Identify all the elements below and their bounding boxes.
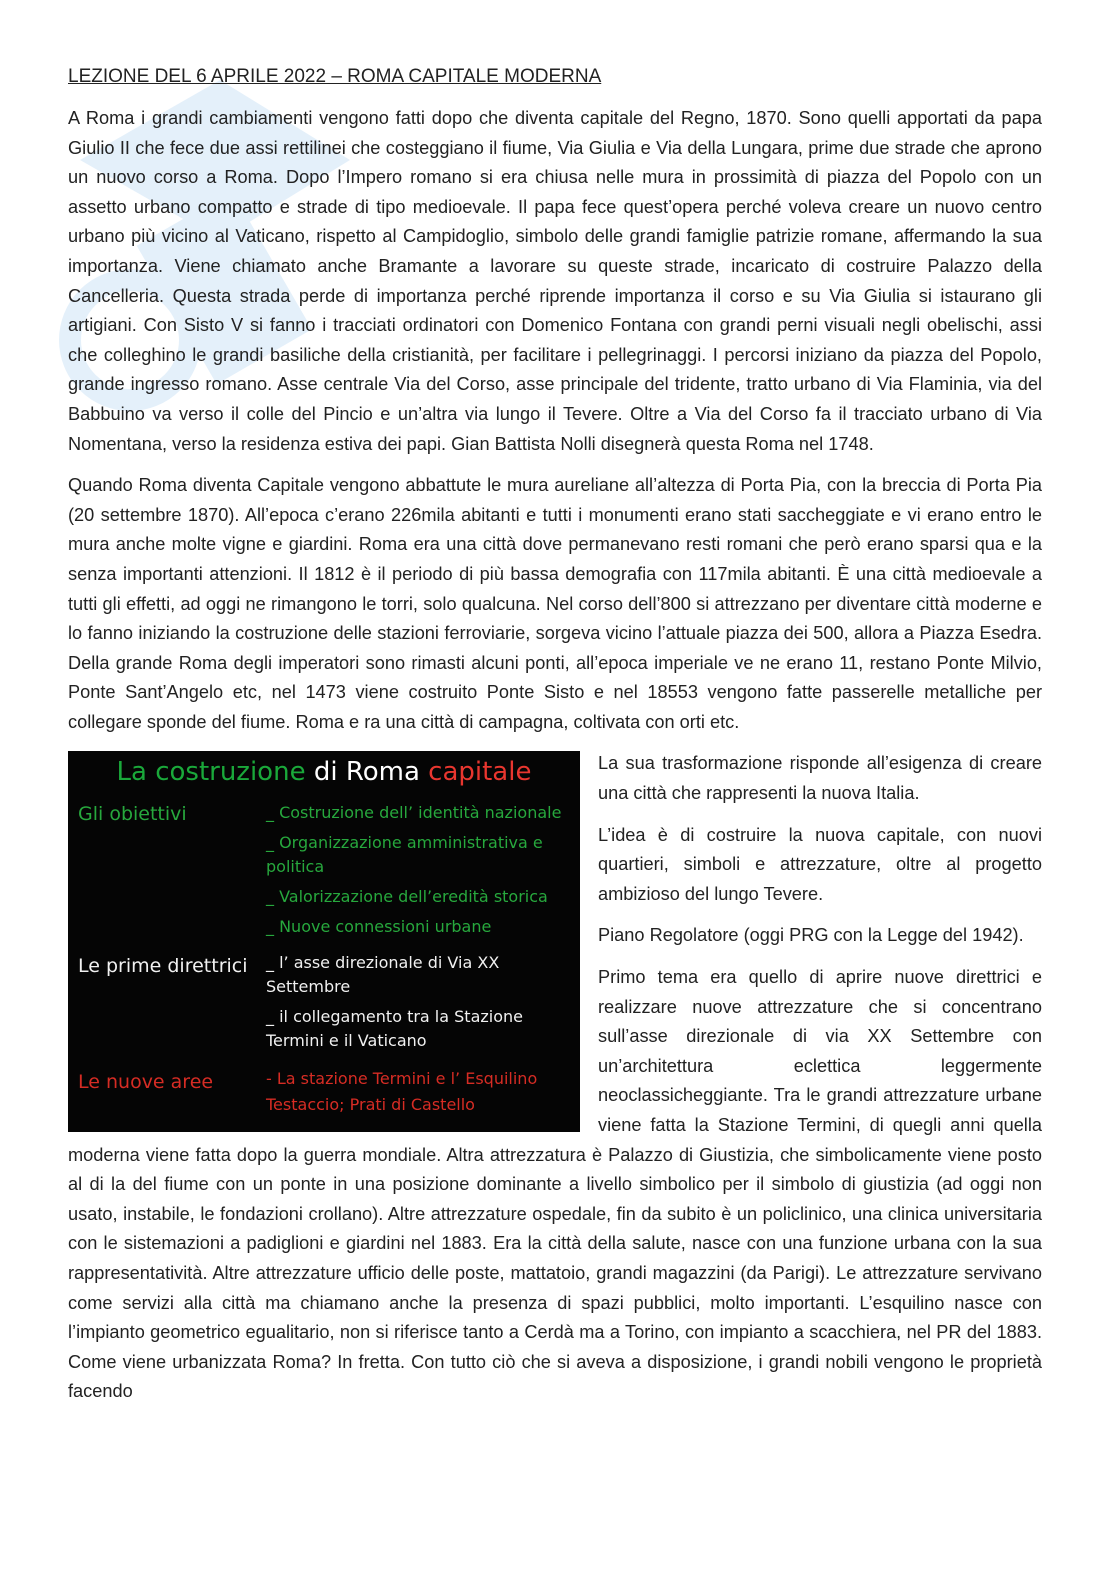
paragraph: Piano Regolatore (oggi PRG con la Legge del 1942).	[598, 925, 1024, 946]
paragraph: Primo tema era quello di aprire nuove direttrici e realizzare nuove attrezzature che si concentrano sull’asse direzionale di via XX Settembre con un’architettura eclettica leggermente neoclassicheggiante. Tra le grandi attrezzature urbane viene fatta la Stazione Termini, di quegli anni quella moderna viene fatta dopo la guerra mondiale. Altra attrezzatura è Palazzo di Giustizia, che simbolicamente viene posto al di la del fiume con un ponte in una posizione dominante a livello simbolico per il simbolo di giustizia (ad oggi non usato, instabile, le fondazioni crollano). Altre attrezzature ospedale, fin da subito è un policlinico, una clinica universitaria con le sistemazioni a padiglioni e giardini nel 1883. Era la città della salute, nasce con una funzione urbana con la sua rappresentatività. Altre attrezzature ufficio delle poste, mattatoio, grandi magazzini (da Parigi). Le attrezzature servivano come servizi alla città ma chiamano anche la presenza di spazi pubblici, molto importanti. L’esquilino nasce con l’impianto geometrico egualitario, non si riferisce tanto a Cerdà ma a Torino, con impianto a scacchiera, nel PR del 1883. Come viene urbanizzata Roma? In fretta. Con tutto ciò che si aveva a disposizione, i grandi nobili vengono le proprietà facendo	[68, 967, 1042, 1402]
slide-label-obiettivi: Gli obiettivi	[78, 803, 187, 826]
slide-label-direttrici: Le prime direttrici	[78, 955, 248, 978]
slide-list-obiettivi	[266, 801, 576, 945]
slide-list-direttrici	[266, 951, 576, 1059]
slide-list-item: - La stazione Termini e l’ Esquilino	[266, 1069, 538, 1089]
slide-title-part: di Roma	[305, 757, 429, 788]
document-page	[68, 66, 1042, 1419]
page-title: LEZIONE DEL 6 APRILE 2022 – ROMA CAPITALE MODERNA	[68, 66, 602, 87]
slide-list-item: _ l’ asse direzionale di Via XX Settembre	[266, 953, 500, 997]
slide-list-item: _ il collegamento tra la Stazione Termini e il Vaticano	[266, 1007, 523, 1051]
slide-list-item: _ Nuove connessioni urbane	[266, 917, 492, 937]
slide-list-item: _ Costruzione dell’ identità nazionale	[266, 803, 562, 823]
slide-image	[68, 751, 580, 1132]
slide-title-part: capitale	[428, 757, 532, 788]
slide-list-item: _ Valorizzazione dell’eredità storica	[266, 887, 548, 907]
slide-label-aree: Le nuove aree	[78, 1071, 214, 1094]
slide-list-item: Testaccio; Prati di Castello	[266, 1095, 475, 1115]
slide-list-aree	[266, 1067, 576, 1123]
slide-title-part: La costruzione	[116, 757, 306, 788]
slide-title	[68, 757, 580, 787]
slide-list-item: _ Organizzazione amministrativa e politica	[266, 833, 543, 877]
paragraph: Quando Roma diventa Capitale vengono abbattute le mura aureliane all’altezza di Porta Pia, con la breccia di Porta Pia (20 settembre 1870). All’epoca c’erano 226mila abitanti e tutti i monumenti erano stati saccheggiate e vi erano entro le mura anche molte vigne e giardini. Roma era una città dove permanevano resti romani che però erano sparsi qua e la senza importanti attenzioni. Il 1812 è il periodo di più bassa demografia con 117mila abitanti. È una città medioevale a tutti gli effetti, ad oggi ne rimangono le torri, solo qualcuna. Nel corso dell’800 si attrezzano per diventare città moderne e lo fanno iniziando la costruzione delle stazioni ferroviarie, sorgeva vicino l’attuale piazza dei 500, allora a Piazza Esedra. Della grande Roma degli imperatori sono rimasti alcuni ponti, all’epoca imperiale ve ne erano 11, restano Ponte Milvio, Ponte Sant’Angelo etc, nel 1473 viene costruito Ponte Sisto e nel 18553 vengono fatte passerelle metalliche per collegare sponde del fiume. Roma e ra una città di campagna, coltivata con orti etc.	[68, 475, 1042, 732]
paragraph: A Roma i grandi cambiamenti vengono fatti dopo che diventa capitale del Regno, 1870. Sono quelli apportati da papa Giulio II che fece due assi rettilinei che costeggiano il fiume, Via Giulia e Via della Lungara, prime due strade che aprono un nuovo corso a Roma. Dopo l’Impero romano si era chiusa nelle mura in prossimità di piazza del Popolo con un assetto urbano compatto e strade di tipo medioevale. Il papa fece quest’opera perché voleva creare un nuovo centro urbano più vicino al Vaticano, rispetto al Campidoglio, simbolo delle grandi famiglie patrizie romane, affermando la sua importanza. Viene chiamato anche Bramante a lavorare su queste strade, incaricato di costruire Palazzo della Cancelleria. Questa strada perde di importanza perché riprende importanza il corso e su Via Giulia si istaurano gli artigiani. Con Sisto V si fanno i tracciati ordinatori con Domenico Fontana con grandi perni visuali negli obelischi, assi che colleghino le grandi basiliche della cristianità, per facilitare i pellegrinaggi. I percorsi iniziano da piazza del Popolo, grande ingresso romano. Asse centrale Via del Corso, asse principale del tridente, tratto urbano di Via Flaminia, via del Babbuino va verso il colle del Pincio e un’altra via lungo il Tevere. Oltre a Via del Corso fa il tracciato urbano di Via Nomentana, verso la residenza estiva dei papi. Gian Battista Nolli disegnerà questa Roma nel 1748.	[68, 108, 1042, 454]
paragraph: L’idea è di costruire la nuova capitale, con nuovi quartieri, simboli e attrezzature, oltre al progetto ambizioso del lungo Tevere.	[598, 824, 1042, 904]
paragraph: La sua trasformazione risponde all’esigenza di creare una città che rappresenti la nuova Italia.	[598, 753, 1042, 804]
